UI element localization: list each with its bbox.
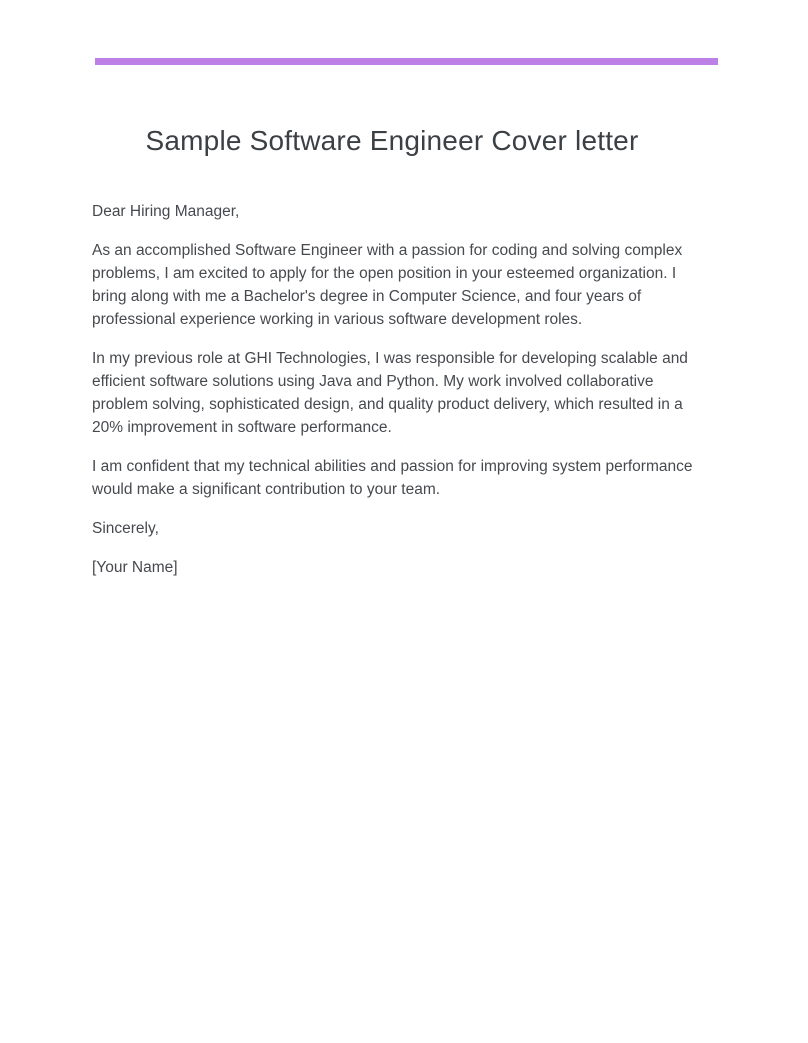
letter-paragraph: I am confident that my technical abilities and passion for improving system performance would make a significant contribution to your team. bbox=[92, 458, 693, 498]
accent-bar bbox=[95, 58, 718, 65]
signature-placeholder: [Your Name] bbox=[92, 559, 178, 576]
salutation: Dear Hiring Manager, bbox=[92, 203, 240, 220]
letter-paragraph: As an accomplished Software Engineer with a passion for coding and solving complex problems, I am excited to apply for the open position in your esteemed organization. I bring along with me a Bachelor's degree in Computer Science, and four years of professional experience working in various software development roles. bbox=[92, 242, 683, 328]
letter-paragraph: In my previous role at GHI Technologies, I was responsible for developing scalable and efficient software solutions using Java and Python. My work involved collaborative problem solving, sophisticated design, and quality product delivery, which resulted in a 20% improvement in software performance. bbox=[92, 350, 688, 436]
letter-body bbox=[92, 200, 700, 595]
page-title: Sample Software Engineer Cover letter bbox=[145, 124, 639, 156]
closing: Sincerely, bbox=[92, 520, 159, 537]
